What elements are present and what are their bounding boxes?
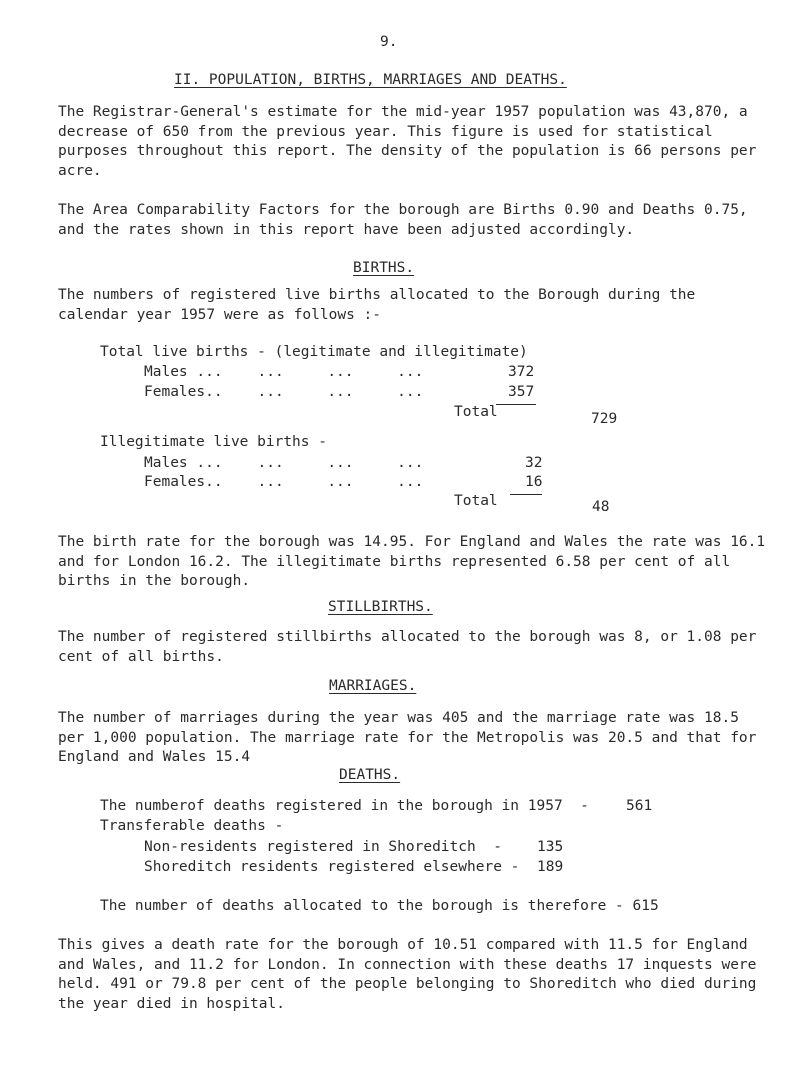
birth-rate-paragraph: The birth rate for the borough was 14.95. For England and Wales the rate was 16.1 and for London 16.2. The illegitimate births represented 6.58 per cent of all births in the borough. [58,534,766,590]
section-title: II. POPULATION, BIRTHS, MARRIAGES AND DEATHS. [174,72,567,88]
comparability-paragraph: The Area Comparability Factors for the borough are Births 0.90 and Deaths 0.75, and the rates shown in this report have been adjusted accordingly. [58,202,748,238]
illegit-subtotal-rule [510,494,542,495]
elsewhere-value: 189 [537,859,564,875]
births-intro: The numbers of registered live births allocated to the Borough during the calendar year 1957 were as follows :- [58,287,696,323]
population-paragraph: The Registrar-General's estimate for the mid-year 1957 population was 43,870, a decrease of 650 from the previous year. This figure is used for statistical purposes throughout this report. The density of the population is 66 persons per acre. [58,104,757,179]
females-value: 357 [508,384,535,400]
stillbirths-heading: STILLBIRTHS. [328,599,433,615]
total-label: Total [454,404,498,420]
illegit-females-label: Females.. ... ... ... [144,474,424,490]
deaths-registered-value: 561 [626,798,653,814]
births-heading: BIRTHS. [353,260,415,276]
total-value: 729 [591,411,618,427]
illegit-females-value: 16 [525,474,543,490]
deaths-registered-label: The numberof deaths registered in the borough in 1957 - [100,798,589,814]
males-value: 372 [508,364,535,380]
illegit-total-value: 48 [592,499,610,515]
total-table-title: Total live births - (legitimate and illegitimate) [100,344,528,360]
subtotal-rule [496,404,536,405]
elsewhere-label: Shoreditch residents registered elsewhere - [144,859,520,875]
nonresidents-value: 135 [537,839,564,855]
marriages-heading: MARRIAGES. [329,678,417,694]
deaths-heading: DEATHS. [339,767,401,783]
females-label: Females.. ... ... ... [144,384,424,400]
death-rate-paragraph: This gives a death rate for the borough of 10.51 compared with 11.5 for England and Wales, and 11.2 for London. In connection with these deaths 17 inquests were held. 491 or 79.8 per cent of the people belonging to Shoreditch who died during the year died in hospital. [58,937,757,1012]
illegit-males-value: 32 [525,455,543,471]
stillbirths-paragraph: The number of registered stillbirths allocated to the borough was 8, or 1.08 per cent of all births. [58,629,757,665]
deaths-allocated-line: The number of deaths allocated to the borough is therefore - 615 [100,898,659,914]
transferable-label: Transferable deaths - [100,818,284,834]
illegit-table-title: Illegitimate live births - [100,434,327,450]
nonresidents-label: Non-residents registered in Shoreditch - [144,839,502,855]
illegit-males-label: Males ... ... ... ... [144,455,424,471]
males-label: Males ... ... ... ... [144,364,424,380]
page-number: 9. [380,34,398,50]
marriages-paragraph: The number of marriages during the year was 405 and the marriage rate was 18.5 per 1,000 population. The marriage rate for the Metropolis was 20.5 and that for England and Wales 15.4 [58,710,757,766]
illegit-total-label: Total [454,493,498,509]
